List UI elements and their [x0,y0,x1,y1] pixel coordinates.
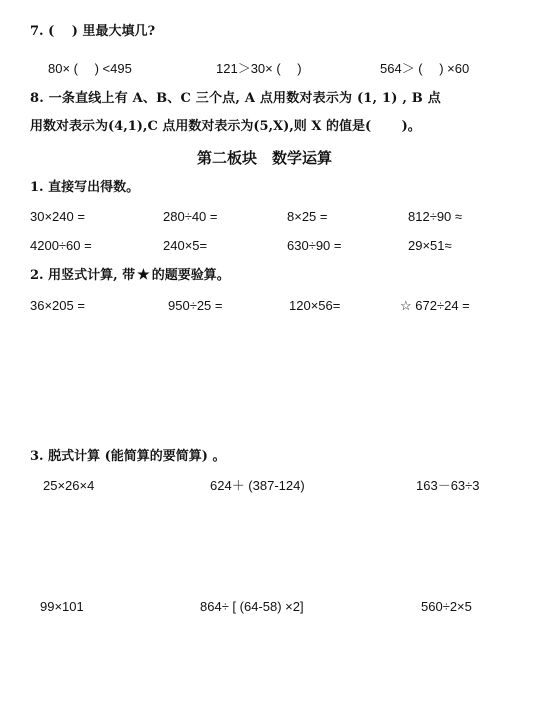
q7-title: 7. ( ) 里最大填几? [30,24,156,39]
q7-item-1: 80× ( ) <495 [48,61,132,76]
p3-item: 99×101 [40,599,84,614]
p2-item: 36×205 = [30,298,85,313]
p2-title-a: 2. 用竖式计算, 带 [30,268,136,283]
p1-item: 4200÷60 = [30,238,92,253]
p1-item: 30×240 = [30,209,85,224]
p2-item: 120×56= [289,298,341,313]
q8-line-2: 用数对表示为(4,1),C 点用数对表示为(5,X),则 X 的值是( )。 [30,119,421,134]
p3-item: 560÷2×5 [421,599,472,614]
p1-title: 1. 直接写出得数。 [30,180,140,195]
p2-item: ☆ 672÷24 = [400,298,470,313]
p2-item: 950÷25 = [168,298,223,313]
p1-item: 630÷90 = [287,238,342,253]
p3-item: 864÷ [ (64-58) ×2] [200,599,304,614]
p3-item: 25×26×4 [43,478,95,493]
q8-line-1: 8. 一条直线上有 A、B、C 三个点, A 点用数对表示为 (1, 1) , B 点 [30,91,441,106]
p1-item: 240×5= [163,238,208,253]
p3-item: 624＋ (387-124) [210,478,305,493]
q7-item-2: 121＞30× ( ) [216,61,302,76]
p1-item: 812÷90 ≈ [408,209,463,224]
p3-item: 163－63÷3 [416,478,480,493]
star-icon: ★ [137,267,150,283]
q7-item-3: 564＞ ( ) ×60 [380,61,470,76]
p1-item: 29×51≈ [408,238,452,253]
p2-title [30,268,230,282]
p1-item: 8×25 = [287,209,328,224]
section-title: 第二板块 数学运算 [197,149,333,167]
p1-item: 280÷40 = [163,209,218,224]
p2-title-b: 的题要验算。 [151,268,230,283]
p3-title: 3. 脱式计算 (能简算的要简算) 。 [30,449,226,464]
